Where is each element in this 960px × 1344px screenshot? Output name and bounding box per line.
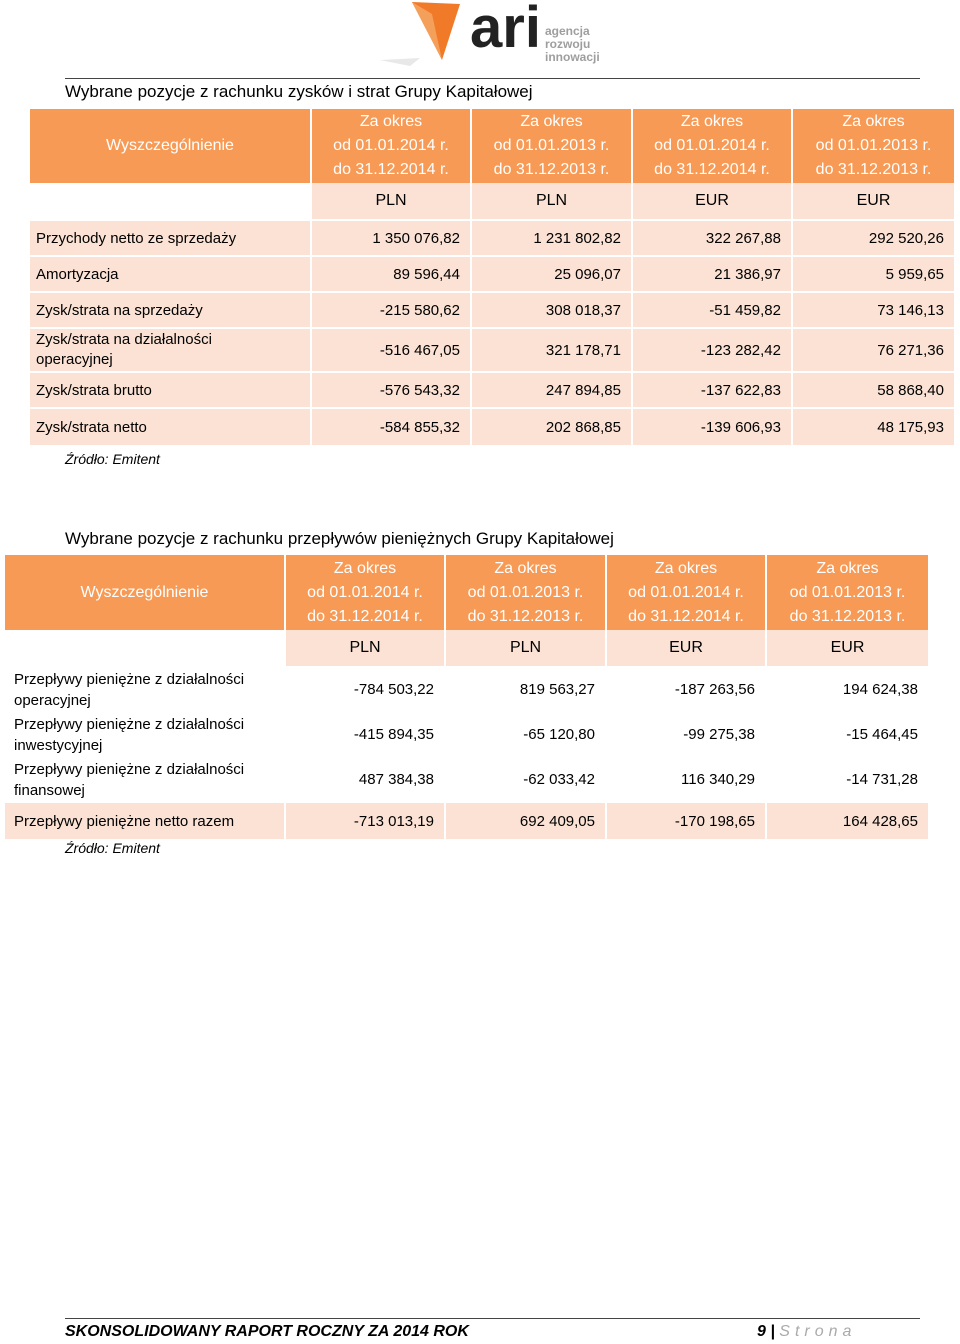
header-label: Wyszczególnienie bbox=[30, 109, 312, 183]
table-row bbox=[30, 257, 954, 293]
logo-tagline-2: rozwoju bbox=[545, 37, 591, 51]
period-to: do 31.12.2014 r. bbox=[307, 607, 423, 625]
row-value: -51 459,82 bbox=[633, 293, 793, 329]
income-statement-title: Wybrane pozycje z rachunku zysków i strat Grupy Kapitałowej bbox=[65, 82, 533, 101]
period-to: do 31.12.2013 r. bbox=[815, 161, 932, 178]
column-header bbox=[767, 555, 928, 630]
row-label: Amortyzacja bbox=[30, 257, 312, 293]
row-value: -584 855,32 bbox=[312, 409, 472, 445]
row-value: 89 596,44 bbox=[312, 257, 472, 293]
currency-row bbox=[5, 630, 928, 668]
table-header-row bbox=[5, 555, 928, 630]
currency-cell: EUR bbox=[767, 630, 928, 668]
currency-cell: EUR bbox=[633, 183, 793, 221]
row-label: Zysk/strata na sprzedaży bbox=[30, 293, 312, 329]
empty-cell bbox=[5, 630, 286, 668]
logo-brand: ari bbox=[470, 0, 541, 60]
row-value: 58 868,40 bbox=[793, 373, 954, 409]
period-from: od 01.01.2013 r. bbox=[789, 583, 906, 601]
period-from: od 01.01.2014 r. bbox=[654, 137, 770, 154]
row-value: -62 033,42 bbox=[446, 758, 607, 803]
period-from: od 01.01.2014 r. bbox=[307, 583, 423, 601]
period-label: Za okres bbox=[816, 559, 879, 577]
income-statement-table bbox=[30, 109, 954, 445]
table-row bbox=[30, 329, 954, 373]
column-header bbox=[607, 555, 767, 630]
period-from: od 01.01.2013 r. bbox=[493, 137, 610, 154]
row-label: Zysk/strata netto bbox=[30, 409, 312, 445]
row-value: 1 350 076,82 bbox=[312, 221, 472, 257]
row-value: 73 146,13 bbox=[793, 293, 954, 329]
column-header bbox=[633, 109, 793, 183]
report-title: SKONSOLIDOWANY RAPORT ROCZNY ZA 2014 ROK bbox=[65, 1323, 469, 1340]
currency-cell: EUR bbox=[607, 630, 767, 668]
currency-cell: PLN bbox=[312, 183, 472, 221]
period-to: do 31.12.2013 r. bbox=[493, 161, 610, 178]
row-value: 48 175,93 bbox=[793, 409, 954, 445]
row-value: -137 622,83 bbox=[633, 373, 793, 409]
row-value: -15 464,45 bbox=[767, 713, 928, 758]
row-value: -170 198,65 bbox=[607, 803, 767, 839]
column-header bbox=[793, 109, 954, 183]
period-label: Za okres bbox=[654, 559, 718, 577]
period-to: do 31.12.2013 r. bbox=[789, 607, 906, 625]
row-value: -99 275,38 bbox=[607, 713, 767, 758]
row-value: 487 384,38 bbox=[286, 758, 446, 803]
period-label: Za okres bbox=[333, 559, 397, 577]
row-value: 5 959,65 bbox=[793, 257, 954, 293]
page-number-value: 9 bbox=[757, 1323, 766, 1340]
row-label: Zysk/strata brutto bbox=[30, 373, 312, 409]
period-label: Za okres bbox=[680, 113, 744, 130]
page-word: Strona bbox=[779, 1323, 857, 1340]
column-header bbox=[472, 109, 633, 183]
row-value: 202 868,85 bbox=[472, 409, 633, 445]
period-from: od 01.01.2013 r. bbox=[815, 137, 932, 154]
table-row bbox=[30, 293, 954, 329]
row-value: 247 894,85 bbox=[472, 373, 633, 409]
source-note: Źródło: Emitent bbox=[65, 451, 160, 467]
row-value: 1 231 802,82 bbox=[472, 221, 633, 257]
column-header bbox=[286, 555, 446, 630]
page-separator: | bbox=[770, 1323, 775, 1340]
currency-cell: PLN bbox=[472, 183, 633, 221]
row-value: 819 563,27 bbox=[446, 668, 607, 713]
row-label: Przepływy pieniężne z działalności inwestycyjnej bbox=[5, 713, 286, 758]
currency-cell: PLN bbox=[286, 630, 446, 668]
row-value: -123 282,42 bbox=[633, 329, 793, 373]
row-label: Przepływy pieniężne z działalności operacyjnej bbox=[5, 668, 286, 713]
footer-divider bbox=[65, 1318, 920, 1319]
row-label: Przychody netto ze sprzedaży bbox=[30, 221, 312, 257]
row-value: -65 120,80 bbox=[446, 713, 607, 758]
column-header bbox=[312, 109, 472, 183]
row-value: 76 271,36 bbox=[793, 329, 954, 373]
row-value: -713 013,19 bbox=[286, 803, 446, 839]
source-note: Źródło: Emitent bbox=[65, 840, 160, 856]
row-value: -784 503,22 bbox=[286, 668, 446, 713]
table-row bbox=[30, 409, 954, 445]
table-header-row bbox=[30, 109, 954, 183]
logo-tagline-3: innowacji bbox=[545, 50, 600, 64]
ari-logo bbox=[380, 0, 620, 72]
period-from: od 01.01.2014 r. bbox=[333, 137, 449, 154]
table-row bbox=[5, 668, 928, 713]
row-value: 21 386,97 bbox=[633, 257, 793, 293]
page-number bbox=[757, 1323, 856, 1341]
row-value: 116 340,29 bbox=[607, 758, 767, 803]
row-value: 308 018,37 bbox=[472, 293, 633, 329]
currency-row bbox=[30, 183, 954, 221]
period-to: do 31.12.2014 r. bbox=[628, 607, 744, 625]
period-label: Za okres bbox=[494, 559, 557, 577]
period-from: od 01.01.2013 r. bbox=[467, 583, 584, 601]
period-to: do 31.12.2013 r. bbox=[467, 607, 584, 625]
period-to: do 31.12.2014 r. bbox=[654, 161, 770, 178]
row-value: -14 731,28 bbox=[767, 758, 928, 803]
logo-tagline-1: agencja bbox=[545, 24, 590, 38]
row-value: -139 606,93 bbox=[633, 409, 793, 445]
row-value: 321 178,71 bbox=[472, 329, 633, 373]
currency-cell: PLN bbox=[446, 630, 607, 668]
table-row bbox=[5, 713, 928, 758]
period-label: Za okres bbox=[842, 113, 905, 130]
row-value: 164 428,65 bbox=[767, 803, 928, 839]
table-row bbox=[30, 221, 954, 257]
row-value: -576 543,32 bbox=[312, 373, 472, 409]
row-value: 25 096,07 bbox=[472, 257, 633, 293]
header-label: Wyszczególnienie bbox=[5, 555, 286, 630]
table-row bbox=[5, 803, 928, 839]
row-label: Przepływy pieniężne netto razem bbox=[5, 803, 286, 839]
period-to: do 31.12.2014 r. bbox=[333, 161, 449, 178]
header-divider bbox=[65, 78, 920, 79]
row-value: 322 267,88 bbox=[633, 221, 793, 257]
period-from: od 01.01.2014 r. bbox=[628, 583, 744, 601]
row-value: -516 467,05 bbox=[312, 329, 472, 373]
period-label: Za okres bbox=[520, 113, 583, 130]
row-value: 692 409,05 bbox=[446, 803, 607, 839]
row-value: -415 894,35 bbox=[286, 713, 446, 758]
cash-flow-title: Wybrane pozycje z rachunku przepływów pieniężnych Grupy Kapitałowej bbox=[65, 529, 614, 548]
column-header bbox=[446, 555, 607, 630]
cash-flow-table bbox=[5, 555, 928, 839]
table-row bbox=[5, 758, 928, 803]
table-row bbox=[30, 373, 954, 409]
row-label: Przepływy pieniężne z działalności finansowej bbox=[5, 758, 286, 803]
row-value: 292 520,26 bbox=[793, 221, 954, 257]
row-value: -215 580,62 bbox=[312, 293, 472, 329]
row-value: -187 263,56 bbox=[607, 668, 767, 713]
empty-cell bbox=[30, 183, 312, 221]
currency-cell: EUR bbox=[793, 183, 954, 221]
row-value: 194 624,38 bbox=[767, 668, 928, 713]
row-label: Zysk/strata na działalności operacyjnej bbox=[30, 329, 312, 373]
period-label: Za okres bbox=[359, 113, 423, 130]
